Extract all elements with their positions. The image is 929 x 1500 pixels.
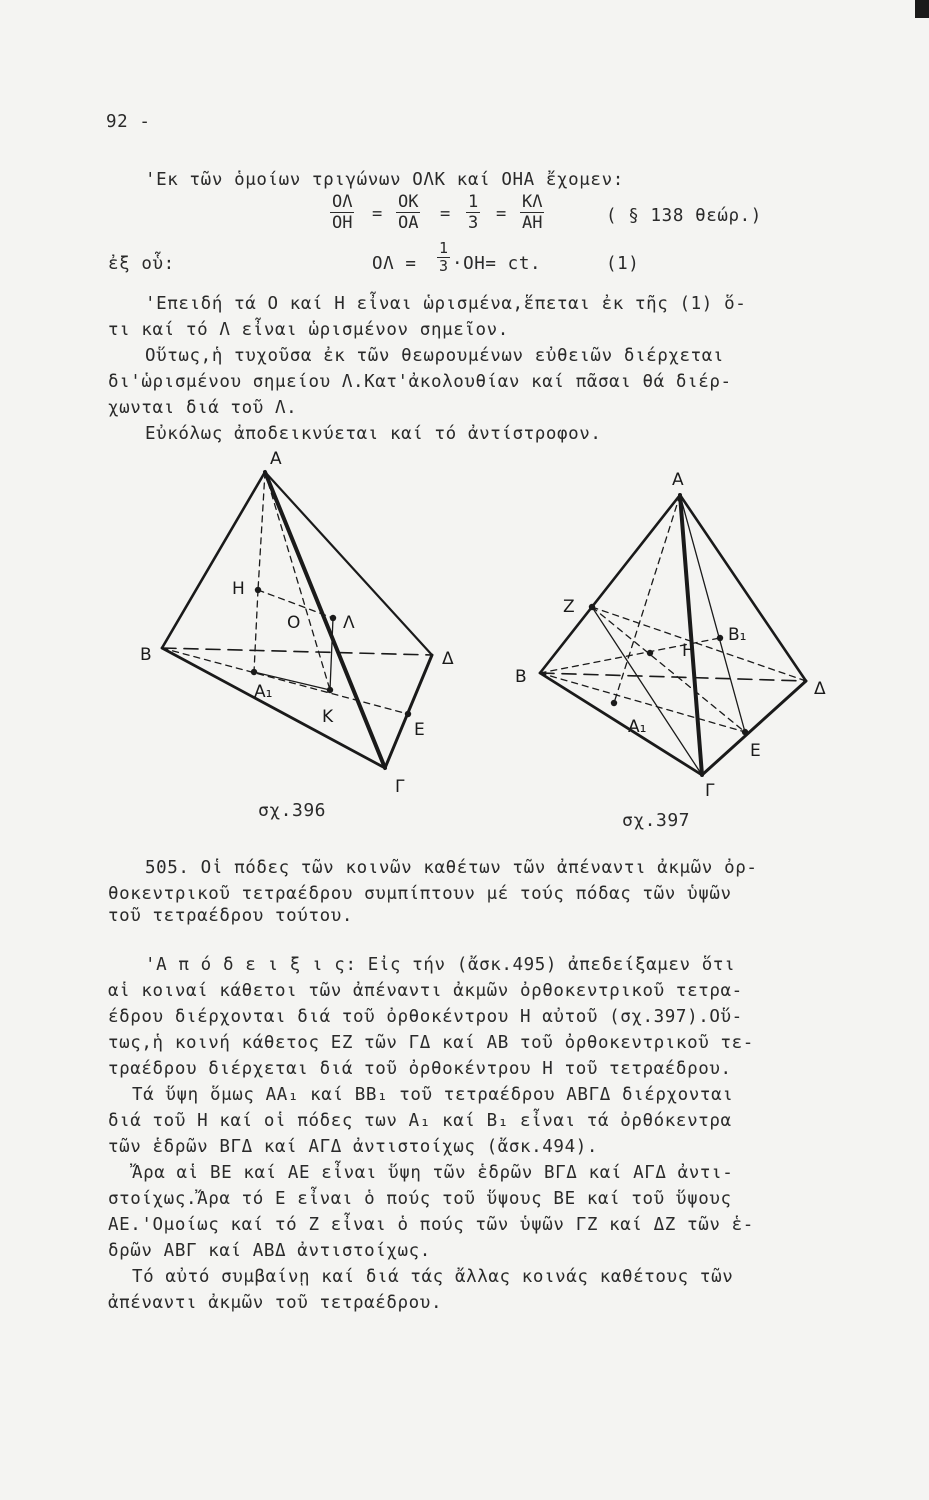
line-AA1 (614, 495, 680, 703)
figure-397-caption: σχ.397 (622, 810, 691, 831)
label-B1: B₁ (728, 625, 747, 645)
proof-line: τῶν ἑδρῶν ΒΓΔ καί ΑΓΔ ἀντιστοίχως (ἄσκ.494). (108, 1137, 598, 1157)
label-A1: A₁ (628, 717, 647, 737)
line-ZE (592, 607, 745, 732)
theorem-line: τοῦ τετραέδρου τούτου. (108, 906, 353, 926)
ratio-4-denominator: ΑΗ (522, 213, 543, 233)
formula-rhs: ·ΟΗ= ct. (452, 254, 542, 274)
edge-AB (540, 495, 680, 673)
proof-line: δρῶν ΑΒΓ καί ΑΒΔ ἀντιστοίχως. (108, 1241, 431, 1261)
paragraph-line: δι'ὡρισμένου σημείου Λ.Κατ'ἀκολουθίαν καί πᾶσαι θά διέρ- (108, 372, 732, 392)
label-H: H (232, 579, 245, 599)
ratio-4-numerator: ΚΛ (522, 192, 543, 212)
proof-line: διά τοῦ Η καί οἱ πόδες των Α₁ καί Β₁ εἶναι τά ὀρθόκεντρα (108, 1111, 732, 1131)
proof-line: αἱ κοιναί κάθετοι τῶν ἀπέναντι ἀκμῶν ὀρθοκεντρικοῦ τετρα- (108, 981, 743, 1001)
theorem-line: θοκεντρικοῦ τετραέδρου συμπίπτουν μέ τούς πόδας τῶν ὑψῶν (108, 884, 732, 904)
ratio-1-denominator: ΟΗ (332, 213, 353, 233)
edge-BG (540, 673, 702, 775)
theorem-reference: ( § 138 θεώρ.) (606, 206, 762, 226)
intro-line: 'Εκ τῶν ὁμοίων τριγώνων ΟΛΚ καί ΟΗΑ ἔχομεν: (145, 170, 624, 190)
label-A: A (672, 470, 684, 490)
paragraph-line: τι καί τό Λ εἶναι ὡρισμένον σημεῖον. (108, 320, 509, 340)
point-B1 (717, 635, 723, 641)
line-ZG (592, 607, 702, 775)
formula-lhs: ΟΛ = (372, 254, 417, 274)
label-H: H (682, 641, 695, 661)
edge-AD (680, 495, 806, 681)
equals-sign: = (496, 204, 507, 224)
label-D: Δ (814, 679, 826, 699)
proof-line: ΑΕ.'Ομοίως καί τό Ζ εἶναι ὁ πούς τῶν ὑψῶν ΓΖ καί ΔΖ τῶν ἑ- (108, 1215, 754, 1235)
label-A1: A₁ (254, 682, 273, 702)
paragraph-line: 'Επειδή τά Ο καί Η εἶναι ὡρισμένα,ἕπεται ἐκ τῆς (1) ὅ- (145, 294, 747, 314)
ratio-3-denominator: 3 (468, 213, 479, 233)
proof-line: 'Α π ό δ ε ι ξ ι ς: Εἰς τήν (ἄσκ.495) ἀπεδείξαμεν ὅτι (145, 955, 736, 975)
ratio-2-denominator: ΟΑ (398, 213, 419, 233)
label-K: K (322, 707, 334, 727)
label-G: Γ (705, 781, 715, 801)
paragraph-line: χωνται διά τοῦ Λ. (108, 398, 298, 418)
page-number: 92 - (106, 112, 151, 132)
ratio-3-numerator: 1 (468, 192, 479, 212)
label-B: B (140, 645, 152, 665)
point-H (647, 650, 653, 656)
point-A1 (611, 700, 617, 706)
formula-tag: (1) (606, 254, 640, 274)
line-ZD (592, 607, 806, 681)
proof-line: Τά ὕψη ὅμως ΑΑ₁ καί ΒΒ₁ τοῦ τετραέδρου ΑΒΓΔ διέρχονται (132, 1085, 734, 1105)
proof-line: Ἄρα αἱ ΒΕ καί ΑΕ εἶναι ὕψη τῶν ἑδρῶν ΒΓΔ καί ΑΓΔ ἀντι- (132, 1163, 734, 1183)
hence-label: ἐξ οὗ: (108, 254, 175, 274)
point-Z (589, 604, 595, 610)
label-D: Δ (442, 649, 454, 669)
point-E (742, 729, 748, 735)
formula-fraction-numerator: 1 (439, 239, 449, 257)
proof-line: Τό αὐτό συμβαίνῃ καί διά τάς ἄλλας κοινάς καθέτους τῶν (132, 1267, 734, 1287)
paragraph-line: Εὐκόλως ἀποδεικνύεται καί τό ἀντίστροφον. (145, 424, 602, 444)
label-L: Λ (343, 613, 355, 633)
theorem-line: 505. Οἱ πόδες τῶν κοινῶν καθέτων τῶν ἀπέναντι ἀκμῶν ὀρ- (145, 858, 758, 878)
proof-line: στοίχως.Ἄρα τό Ε εἶναι ὁ πούς τοῦ ὕψους ΒΕ καί τοῦ ὕψους (108, 1189, 732, 1209)
label-E: E (750, 741, 761, 761)
label-Z: Z (563, 597, 575, 617)
figure-396-caption: σχ.396 (258, 800, 327, 821)
label-O: O (287, 613, 301, 633)
ratio-2-numerator: ΟΚ (398, 192, 419, 212)
proof-line: τως,ἡ κοινή κάθετος ΕΖ τῶν ΓΔ καί ΑΒ τοῦ ὀρθοκεντρικοῦ τε- (108, 1033, 754, 1053)
proof-line: ἀπέναντι ἀκμῶν τοῦ τετραέδρου. (108, 1293, 443, 1313)
label-E: E (414, 720, 425, 740)
label-A: A (270, 449, 282, 469)
edge-BD (540, 673, 806, 681)
proof-line: τραέδρου διέρχεται διά τοῦ ὀρθοκέντρου Η τοῦ τετραέδρου. (108, 1059, 732, 1079)
equals-sign: = (372, 204, 383, 224)
label-G: Γ (395, 777, 405, 797)
paragraph-line: Οὕτως,ἡ τυχοῦσα ἐκ τῶν θεωρουμένων εὐθειῶν διέρχεται (145, 346, 725, 366)
label-B: B (515, 667, 527, 687)
formula-fraction-denominator: 3 (439, 257, 449, 275)
ratio-1-numerator: ΟΛ (332, 192, 353, 212)
proof-line: έδρου διέρχονται διά τοῦ ὀρθοκέντρου Η αὐτοῦ (σχ.397).Οὕ- (108, 1007, 743, 1027)
equals-sign: = (440, 204, 451, 224)
